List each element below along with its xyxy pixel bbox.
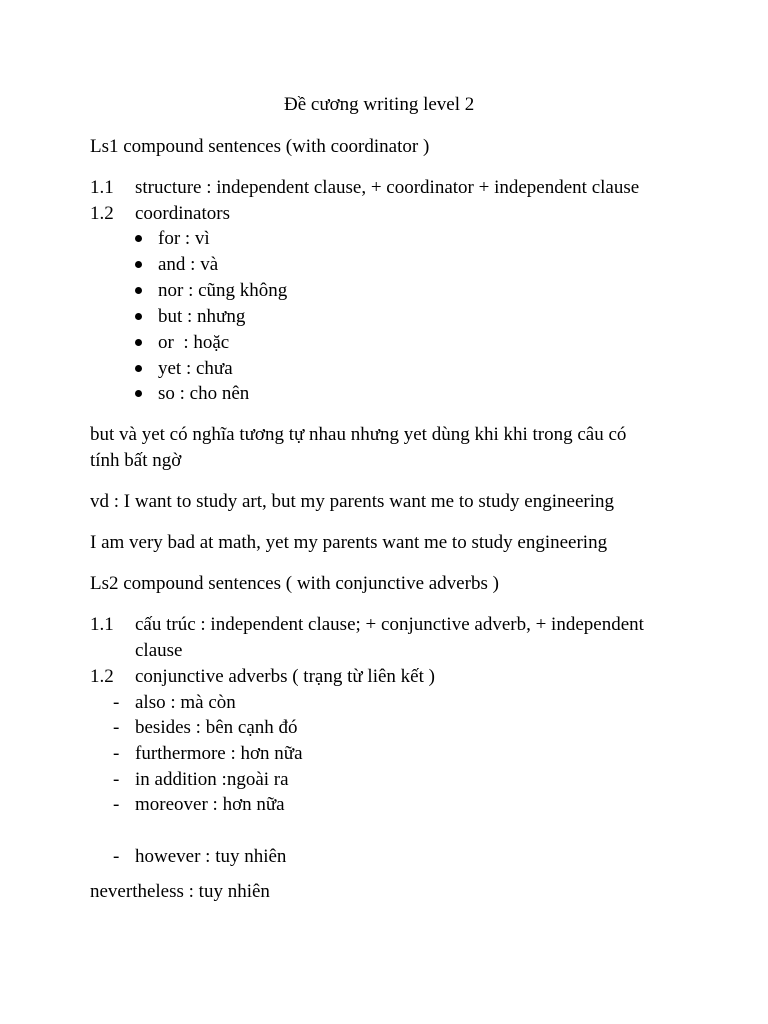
dash-item: besides : bên cạnh đó (135, 717, 298, 738)
bullet-item: yet : chưa (158, 358, 233, 379)
ls2-item-text: cấu trúc : independent clause; + conjunctive adverb, + independent (135, 614, 644, 635)
ls2-item-text: conjunctive adverbs ( trạng từ liên kết ) (135, 666, 435, 687)
dash-marker: - (113, 743, 120, 764)
ls1-note-line: tính bất ngờ (90, 450, 182, 471)
ls1-item-text: coordinators (135, 203, 230, 224)
ls1-example: I am very bad at math, yet my parents want me to study engineering (90, 532, 608, 553)
dash-marker: - (113, 794, 120, 815)
bullet-item: nor : cũng không (158, 280, 288, 301)
bullet-icon (135, 365, 142, 372)
bullet-icon (135, 235, 142, 242)
ls2-item-number: 1.2 (90, 666, 114, 687)
ls1-item-number: 1.1 (90, 177, 114, 198)
dash-item: also : mà còn (135, 692, 236, 713)
bullet-icon (135, 390, 142, 397)
bullet-icon (135, 313, 142, 320)
ls1-example: vd : I want to study art, but my parents want me to study engineering (90, 491, 614, 512)
ls2-item-text-continued: clause (135, 640, 183, 661)
dash-item: in addition :ngoài ra (135, 769, 289, 790)
ls1-item-text: structure : independent clause, + coordinator + independent clause (135, 177, 640, 198)
bullet-icon (135, 261, 142, 268)
dash-marker: - (113, 717, 120, 738)
bullet-item: for : vì (158, 228, 210, 249)
ls2-heading: Ls2 compound sentences ( with conjunctive adverbs ) (90, 573, 499, 594)
dash-item: furthermore : hơn nữa (135, 743, 303, 764)
ls2-last-line: nevertheless : tuy nhiên (90, 881, 270, 902)
bullet-icon (135, 339, 142, 346)
ls1-heading: Ls1 compound sentences (with coordinator ) (90, 136, 430, 157)
bullet-item: so : cho nên (158, 383, 250, 404)
ls1-note-line: but và yet có nghĩa tương tự nhau nhưng yet dùng khi khi trong câu có (90, 424, 627, 445)
dash-marker: - (113, 846, 120, 867)
dash-item: however : tuy nhiên (135, 846, 287, 867)
dash-marker: - (113, 769, 120, 790)
ls2-item-number: 1.1 (90, 614, 114, 635)
bullet-icon (135, 287, 142, 294)
ls1-item-number: 1.2 (90, 203, 114, 224)
dash-item: moreover : hơn nữa (135, 794, 285, 815)
dash-marker: - (113, 692, 120, 713)
bullet-item: but : nhưng (158, 306, 246, 327)
document-title: Đề cương writing level 2 (284, 94, 475, 115)
bullet-item: or : hoặc (158, 332, 230, 353)
bullet-item: and : và (158, 254, 219, 275)
